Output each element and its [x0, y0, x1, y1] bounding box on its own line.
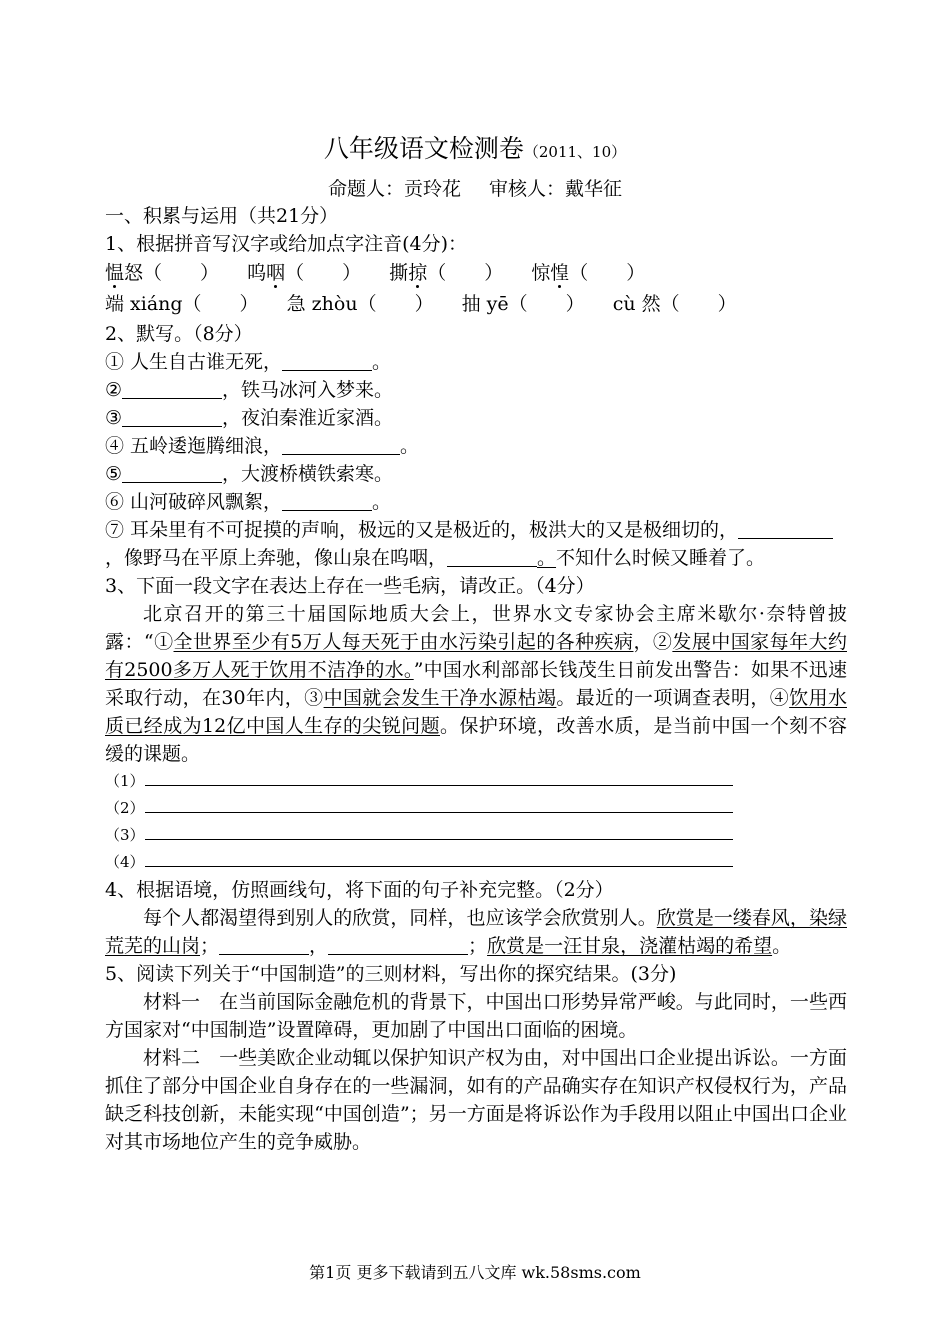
question-5-stem: 5、阅读下列关于“中国制造”的三则材料，写出你的探究结果。(3分) [105, 963, 677, 985]
reviewer: 审核人：戴华征 [489, 178, 623, 200]
pinyin-row-1 [105, 258, 847, 289]
recite-line-6: ⑥ 山河破碎风飘絮， 。 [105, 491, 392, 513]
pinyin-item: 撕掠（ ） [389, 262, 504, 284]
answer-line-3[interactable]: （3） [105, 822, 847, 849]
pinyin-item: 端 xiáng（ ） [105, 293, 259, 315]
answer-line-2[interactable]: （2） [105, 795, 847, 822]
pinyin-item: cù 然（ ） [612, 293, 737, 315]
pinyin-item: 愠怒（ ） [105, 262, 220, 284]
recite-line-1: ① 人生自古谁无死， 。 [105, 351, 392, 373]
question-1-stem: 1、根据拼音写汉字或给加点字注音(4分)： [105, 233, 468, 255]
recite-line-3: ③ ，夜泊秦淮近家酒。 [105, 407, 394, 429]
recite-line-7: ⑦ 耳朵里有不可捉摸的声响，极远的又是极近的，极洪大的又是极细切的，，像野马在平原上奔驰，像山泉在呜咽， 。不知什么时候又睡着了。 [105, 516, 847, 572]
pinyin-item: 惊惶（ ） [531, 262, 646, 284]
answer-line-4[interactable]: （4） [105, 849, 847, 876]
question-4-passage: 每个人都渴望得到别人的欣赏，同样，也应该学会欣赏别人。欣赏是一缕春风，染绿荒芜的山岗； ， ；欣赏是一汪甘泉，浇灌枯竭的希望。 [105, 907, 847, 957]
authors-line [0, 176, 950, 202]
recite-line-4: ④ 五岭逶迤腾细浪， 。 [105, 435, 420, 457]
answer-line-1[interactable]: （1） [105, 768, 847, 795]
section-heading: 一、积累与运用（共21分） [105, 205, 339, 227]
recite-line-2: ② ，铁马冰河入梦来。 [105, 379, 394, 401]
question-3-passage: 北京召开的第三十届国际地质大会上，世界水文专家协会主席米歇尔·奈特曾披露：“①全世界至少有5万人每天死于由水污染引起的各种疾病，②发展中国家每年大约有2500多万人死于饮用不洁净的水。”中国水利部部长钱茂生日前发出警告：如果不迅速采取行动，在30年内，③中国就会发生干净水源枯竭。最近的一项调查表明，④饮用水质已经成为12亿中国人生存的尖锐问题。保护环境，改善水质，是当前中国一个刻不容缓的课题。 [105, 603, 848, 765]
title-year: （2011、10） [523, 143, 627, 161]
material-1: 材料一 在当前国际金融危机的背景下，中国出口形势异常严峻。与此同时，一些西方国家对“中国制造”设置障碍，更加剧了中国出口面临的困境。 [105, 991, 847, 1041]
setter: 命题人：贡玲花 [327, 178, 461, 200]
pinyin-item: 抽 yē（ ） [461, 293, 585, 315]
question-4-stem: 4、根据语境，仿照画线句，将下面的句子补充完整。（2分） [105, 879, 614, 901]
pinyin-row-2 [105, 289, 847, 320]
material-2: 材料二 一些美欧企业动辄以保护知识产权为由，对中国出口企业提出诉讼。一方面抓住了部分中国企业自身存在的一些漏洞，如有的产品确实存在知识产权侵权行为，产品缺乏科技创新，未能实现“中国创造”；另一方面是将诉讼作为手段用以阻止中国出口企业对其市场地位产生的竞争威胁。 [105, 1047, 847, 1153]
question-3-stem: 3、下面一段文字在表达上存在一些毛病，请改正。（4分） [105, 575, 595, 597]
pinyin-item: 呜咽（ ） [247, 262, 362, 284]
question-2-stem: 2、默写。（8分） [105, 323, 253, 345]
page-footer: 第1页 更多下载请到五八文库 wk.58sms.com [309, 1263, 641, 1282]
recite-line-5: ⑤ ，大渡桥横铁索寒。 [105, 463, 394, 485]
title-main: 八年级语文检测卷 [323, 134, 524, 163]
pinyin-item: 急 zhòu（ ） [286, 293, 434, 315]
exam-content [105, 202, 847, 1156]
page-title [0, 133, 950, 168]
